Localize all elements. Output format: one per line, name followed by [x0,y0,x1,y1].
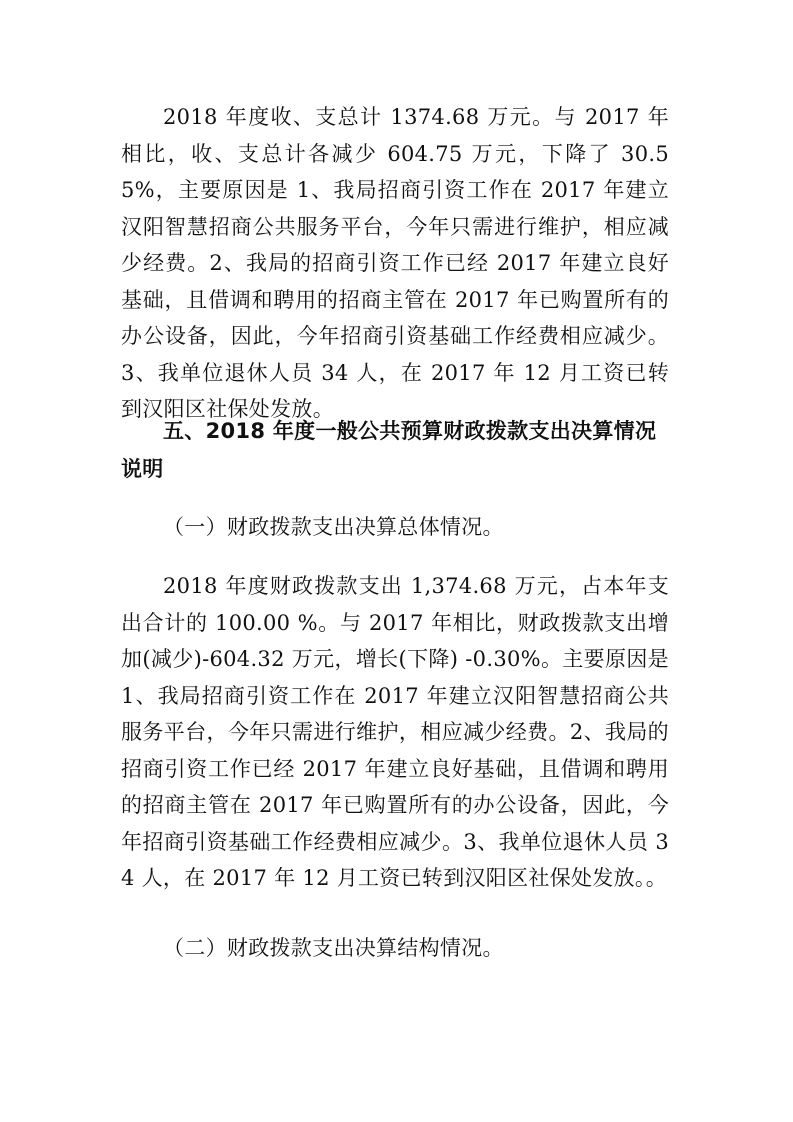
subsection-heading-2: （二）财政拨款支出决算结构情况。 [163,936,504,960]
subsection-heading-1: （一）财政拨款支出决算总体情况。 [163,515,504,539]
body-paragraph-income-expenditure: 2018 年度收、支总计 1374.68 万元。与 2017 年相比，收、支总计各减少 604.75 万元，下降了 30.55%，主要原因是 1、我局招商引资工作在 2017 年建立汉阳智慧招商公共服务平台，今年只需进行维护，相应减少经费。2、我局的招商引资工作已经 2017 年建立良好基础，且借调和聘用的招商主管在 2017 年已购置所有的办公设备，因此，今年招商引资基础工作经费相应减少。3、我单位退休人员 34 人，在 2017 年 12 月工资已转到汉阳区社保处发放。 [121,105,669,421]
body-paragraph-fiscal-expenditure: 2018 年度财政拨款支出 1,374.68 万元，占本年支出合计的 100.00 %。与 2017 年相比，财政拨款支出增加(减少)-604.32 万元，增长(下降) -0.30%。主要原因是 1、我局招商引资工作在 2017 年建立汉阳智慧招商公共服务平台，今年只需进行维护，相应减少经费。2、我局的招商引资工作已经 2017 年建立良好基础，且借调和聘用的招商主管在 2017 年已购置所有的办公设备，因此，今年招商引资基础工作经费相应减少。3、我单位退休人员 34 人，在 2017 年 12 月工资已转到汉阳区社保处发放。。 [121,574,669,890]
section-heading-5: 五、2018 年度一般公共预算财政拨款支出决算情况说明 [121,419,657,481]
